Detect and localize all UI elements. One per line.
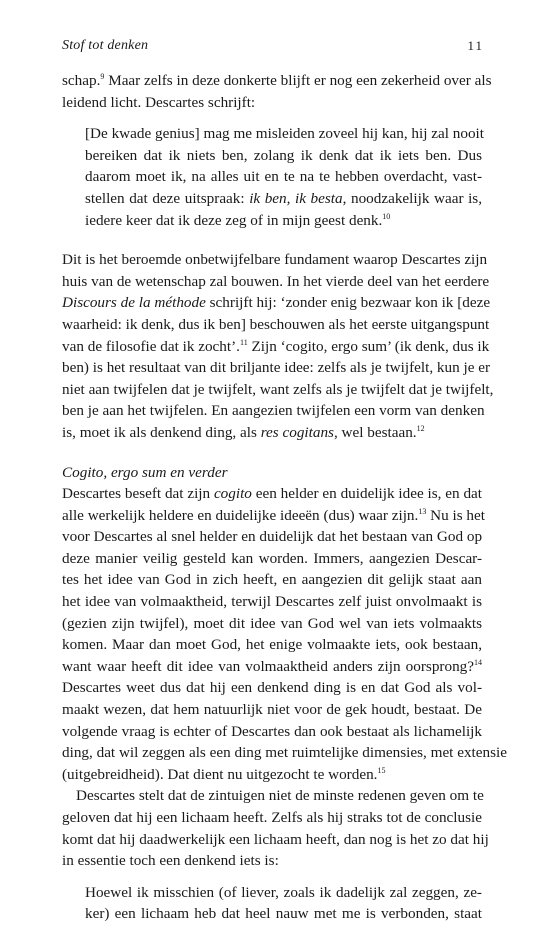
text: deze manier veilig gesteld kan worden. Immers, aangezien Descar- bbox=[62, 549, 482, 567]
text-line bbox=[62, 850, 482, 872]
italic-text: res cogitans bbox=[260, 423, 334, 441]
block-quote bbox=[85, 123, 482, 231]
page-number: 11 bbox=[467, 38, 484, 53]
text-line bbox=[62, 314, 490, 336]
text-line bbox=[62, 721, 482, 743]
block-quote bbox=[85, 882, 482, 925]
text: [De kwade genius] mag me misleiden zoveel hij kan, hij zal nooit bbox=[85, 125, 484, 143]
footnote-marker: 13 bbox=[418, 506, 427, 516]
text: voor Descartes al snel helder en duidelijk dat het bestaan van God op bbox=[62, 528, 483, 546]
text-line bbox=[62, 379, 494, 401]
footnote-marker: 11 bbox=[239, 337, 248, 347]
text-line bbox=[62, 548, 482, 570]
text: Descartes stelt dat de zintuigen niet de minste redenen geven om te bbox=[76, 787, 484, 805]
text: schrijft hij: ‘zonder enig bezwaar kon ik [deze bbox=[205, 294, 491, 312]
text-line bbox=[62, 742, 507, 764]
text: maakt wezen, dat hem natuurlijk niet voor de gek houdt, bestaat. De bbox=[62, 701, 482, 719]
text-line bbox=[85, 903, 482, 925]
paragraph bbox=[62, 70, 492, 113]
text: geloven dat hij een lichaam heeft. Zelfs als hij straks tot de conclusie bbox=[62, 809, 482, 826]
text: alle werkelijk heldere en duidelijke ideeën (dus) waar zijn. bbox=[62, 506, 419, 524]
text: leidend licht. Descartes schrijft: bbox=[62, 93, 256, 111]
text-line bbox=[62, 249, 488, 271]
text: komen. Maar dan moet God, het enige volmaakte iets, ook bestaan, bbox=[62, 636, 482, 654]
text: ker) een lichaam heb dat heel nauw met me is verbonden, staat bbox=[85, 905, 482, 923]
text-line bbox=[62, 357, 491, 379]
text-line bbox=[62, 785, 482, 807]
text: tes het idee van God in zich heeft, en aangezien dit gelijk staat aan bbox=[62, 571, 482, 589]
footnote-marker: 14 bbox=[474, 657, 482, 667]
section-heading: Cogito, ergo sum en verder bbox=[62, 463, 228, 481]
footnote-marker: 12 bbox=[416, 423, 425, 433]
text-line bbox=[85, 210, 482, 232]
text-line bbox=[62, 699, 482, 721]
text-line bbox=[62, 92, 482, 114]
page-body bbox=[62, 70, 507, 925]
text: Hoewel ik misschien (of liever, zoals ik dadelijk zal zeggen, ze- bbox=[85, 883, 482, 901]
text-line bbox=[85, 882, 482, 904]
paragraph bbox=[62, 249, 494, 443]
text-line bbox=[85, 188, 482, 210]
text-line bbox=[62, 271, 490, 293]
text: daarom moet ik, na alles uit en te na te hebben overdacht, vast- bbox=[85, 168, 482, 186]
text-line bbox=[62, 613, 482, 635]
text: , noodzakelijk waar is, bbox=[342, 189, 482, 207]
text: volgende vraag is echter of Descartes dan ook bestaat als lichamelijk bbox=[62, 722, 482, 740]
text: (uitgebreidheid). Dat dient nu uitgezocht te worden. bbox=[62, 765, 378, 783]
italic-text: cogito bbox=[213, 485, 252, 503]
text-line bbox=[62, 422, 482, 444]
text: Descartes weet dus dat hij een denkend ding is en dat God als vol- bbox=[62, 679, 482, 697]
text: waarheid: ik denk, dus ik ben] beschouwen als het eerste uitgangspunt bbox=[62, 315, 490, 333]
text: (gezien zijn twijfel), moet dit idee van God wel van iets volmaakts bbox=[62, 614, 482, 632]
text: schap. bbox=[62, 72, 101, 89]
text-line bbox=[62, 807, 482, 829]
paragraph bbox=[62, 483, 507, 785]
text: huis van de wetenschap zal bouwen. In het vierde deel van het eerdere bbox=[62, 272, 490, 290]
running-title: Stof tot denken bbox=[62, 38, 149, 53]
footnote-marker: 9 bbox=[100, 71, 105, 81]
text-line bbox=[62, 526, 482, 548]
page-header bbox=[62, 38, 484, 58]
paragraph bbox=[62, 785, 489, 871]
text: is, moet ik als denkend ding, als bbox=[62, 423, 261, 441]
text-line bbox=[62, 505, 485, 527]
footnote-marker: 15 bbox=[377, 765, 386, 775]
text: Maar zelfs in deze donkerte blijft er nog een zekerheid over als bbox=[104, 72, 492, 89]
text-line bbox=[62, 483, 482, 505]
text-line bbox=[85, 145, 482, 167]
text: ben je aan het twijfelen. En aangezien twijfelen een vorm van denken bbox=[62, 402, 485, 420]
text: een helder en duidelijk idee is, en dat bbox=[251, 485, 482, 503]
text: in essentie toch een denkend iets is: bbox=[62, 852, 279, 870]
text: iedere keer dat ik deze zeg of in mijn geest denk. bbox=[85, 211, 383, 229]
italic-text: Discours de la méthode bbox=[62, 294, 206, 312]
text: stellen dat deze uitspraak: bbox=[85, 189, 250, 207]
text-line bbox=[62, 677, 482, 699]
text: niet aan twijfelen dat je twijfelt, want zelfs als je twijfelt dat je twijfelt, bbox=[62, 380, 494, 398]
text: Descartes beseft dat zijn bbox=[62, 485, 214, 503]
text-line bbox=[62, 591, 482, 613]
text: Dit is het beroemde onbetwijfelbare fundament waarop Descartes zijn bbox=[62, 251, 488, 269]
text-line bbox=[62, 829, 489, 851]
text: komt dat hij daadwerkelijk een lichaam heeft, dan nog is het zo dat hij bbox=[62, 830, 489, 848]
text: Nu is het bbox=[426, 506, 485, 524]
text-line bbox=[62, 764, 482, 786]
text: , wel bestaan. bbox=[333, 423, 417, 441]
footnote-marker: 10 bbox=[382, 211, 391, 221]
text: van de filosofie dat ik zocht’. bbox=[62, 337, 240, 355]
text: bereiken dat ik niets ben, zolang ik denk dat ik iets ben. Dus bbox=[85, 146, 482, 164]
text: ben) is het resultaat van dit briljante idee: zelfs als je twijfelt, kun je er bbox=[62, 359, 491, 377]
text: ding, dat wil zeggen als een ding met ruimtelijke dimensies, met extensie bbox=[62, 744, 507, 762]
text-line bbox=[62, 634, 482, 656]
text-line bbox=[62, 292, 491, 314]
text-line bbox=[62, 569, 482, 591]
text-line bbox=[85, 166, 482, 188]
text: want waar heeft dit idee van volmaaktheid anders zijn oorsprong? bbox=[62, 657, 474, 675]
text: Zijn ‘cogito, ergo sum’ (ik denk, dus ik bbox=[247, 337, 490, 355]
text: het idee van volmaaktheid, terwijl Descartes zelf juist onvolmaakt is bbox=[62, 593, 482, 611]
text-line bbox=[62, 70, 492, 92]
text-line bbox=[85, 123, 482, 145]
text-line bbox=[62, 400, 485, 422]
italic-text: ik ben, ik besta bbox=[249, 189, 343, 207]
text-line bbox=[62, 336, 490, 358]
text-line bbox=[62, 656, 482, 678]
